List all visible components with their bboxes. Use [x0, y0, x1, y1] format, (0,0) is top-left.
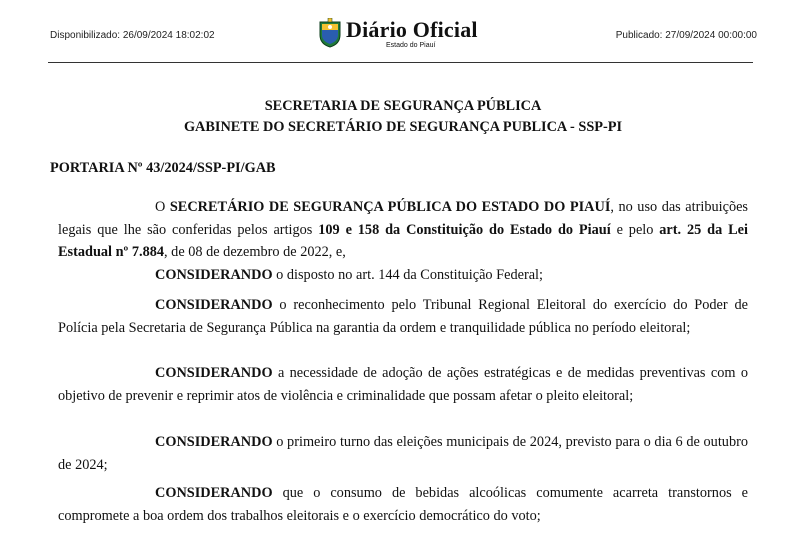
publicado-timestamp: Publicado: 27/09/2024 00:00:00 — [615, 30, 757, 41]
piaui-crest-icon — [318, 18, 342, 48]
heading-gabinete: GABINETE DO SECRETÁRIO DE SEGURANÇA PUBLICA - SSP-PI — [183, 119, 623, 135]
intro-paragraph: O SECRETÁRIO DE SEGURANÇA PÚBLICA DO ESTADO DO PIAUÍ, no uso das atribuições legais que lhe são conferidas pelos artigos 109 e 158 da Constituição do Estado do Piauí e pelo art. 25 da Lei Estadual nº 7.884, de 08 de dezembro de 2022, e, — [58, 199, 748, 260]
lei-ref: art. 25 da Lei Estadual nº 7.884 — [58, 221, 748, 260]
considerando-paragraph: CONSIDERANDO a necessidade de adoção de ações estratégicas e de medidas preventivas com o objetivo de prevenir e reprimir atos de violência e criminalidade que possam afetar o pleito eleitoral; — [58, 365, 748, 404]
considerando-paragraph: CONSIDERANDO o disposto no art. 144 da Constituição Federal; — [155, 267, 543, 283]
document-heading — [58, 96, 748, 138]
constituicao-ref: 109 e 158 da Constituição do Estado do Piauí — [318, 221, 611, 238]
header-divider — [48, 62, 753, 63]
page-header — [0, 0, 800, 70]
secretario-title: SECRETÁRIO DE SEGURANÇA PÚBLICA DO ESTADO DO PIAUÍ — [169, 199, 611, 215]
considerando-paragraph: CONSIDERANDO o reconhecimento pelo Tribunal Regional Eleitoral do exercício do Poder de Polícia pela Secretaria de Segurança Pública na garantia da ordem e tranquilidade pública no período eleitoral; — [58, 297, 748, 336]
considerando-paragraph: CONSIDERANDO o primeiro turno das eleições municipais de 2024, previsto para o dia 6 de outubro de 2024; — [58, 434, 748, 473]
disponibilizado-timestamp: Disponibilizado: 26/09/2024 18:02:02 — [50, 30, 215, 41]
portaria-number: PORTARIA Nº 43/2024/SSP-PI/GAB — [50, 160, 276, 176]
heading-secretaria: SECRETARIA DE SEGURANÇA PÚBLICA — [264, 98, 542, 114]
diario-oficial-logo — [318, 17, 488, 53]
considerando-paragraph: CONSIDERANDO que o consumo de bebidas alcoólicas comumente acarreta transtornos e compromete a boa ordem dos trabalhos eleitorais e o exercício democrático do voto; — [58, 485, 748, 524]
logo-title: Diário Oficial — [346, 17, 478, 42]
logo-subtitle: Estado do Piauí — [386, 42, 436, 49]
